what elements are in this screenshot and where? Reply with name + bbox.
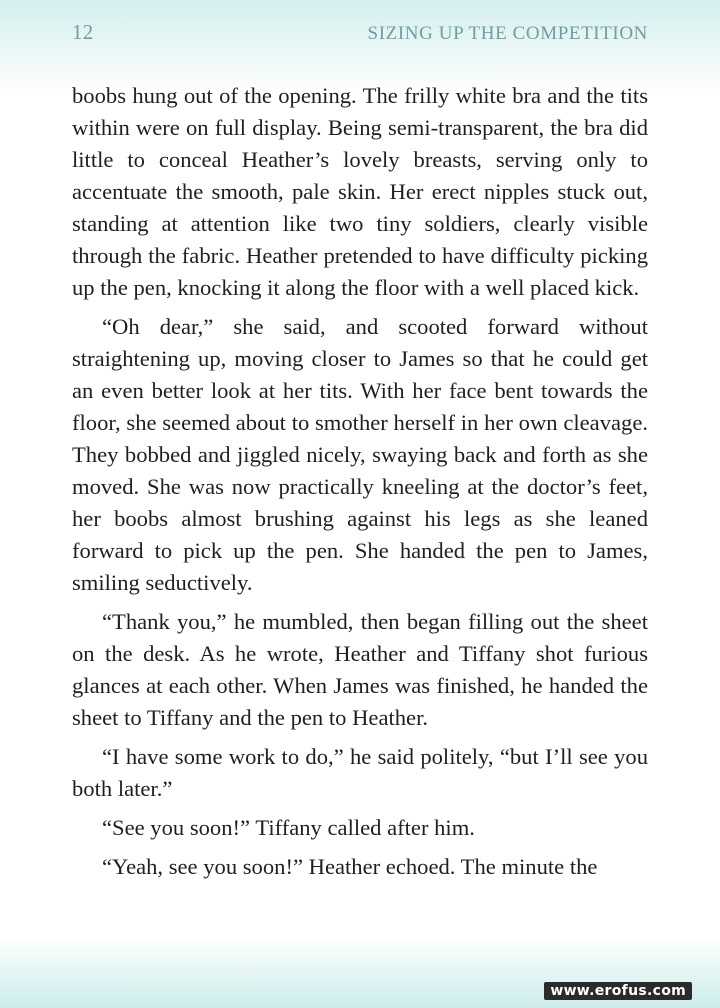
paragraph: “See you soon!” Tiffany called after him.	[102, 815, 475, 840]
running-title: SIZING UP THE COMPETITION	[367, 23, 648, 44]
paragraph: “Yeah, see you soon!” Heather echoed. The minute the	[102, 854, 598, 879]
paragraph: “Oh dear,” she said, and scooted forward without straightening up, moving closer to James so that he could get an even better look at her tits. With her face bent towards the floor, she seemed about to smother herself in her own cleavage. They bobbed and jiggled nicely, swaying back and forth as she moved. She was now practically kneeling at the doctor’s feet, her boobs almost brushing against his legs as she leaned forward to pick up the pen. She handed the pen to James, smiling seductively.	[72, 314, 648, 595]
body-text	[72, 80, 648, 890]
paragraph: “Thank you,” he mumbled, then began filling out the sheet on the desk. As he wrote, Heather and Tiffany shot furious glances at each other. When James was finished, he handed the sheet to Tiffany and the pen to Heather.	[72, 609, 648, 730]
paragraph: “I have some work to do,” he said politely, “but I’ll see you both later.”	[72, 744, 648, 801]
paragraph: boobs hung out of the opening. The frilly white bra and the tits within were on full display. Being semi-transparent, the bra did little to conceal Heather’s lovely breasts, serving only to accentuate the smooth, pale skin. Her erect nipples stuck out, standing at attention like two tiny soldiers, clearly visible through the fabric. Heather pretended to have difficulty picking up the pen, knocking it along the floor with a well placed kick.	[72, 83, 648, 300]
site-watermark: www.erofus.com	[544, 982, 692, 1000]
running-head	[72, 20, 648, 48]
page-number: 12	[72, 20, 94, 44]
